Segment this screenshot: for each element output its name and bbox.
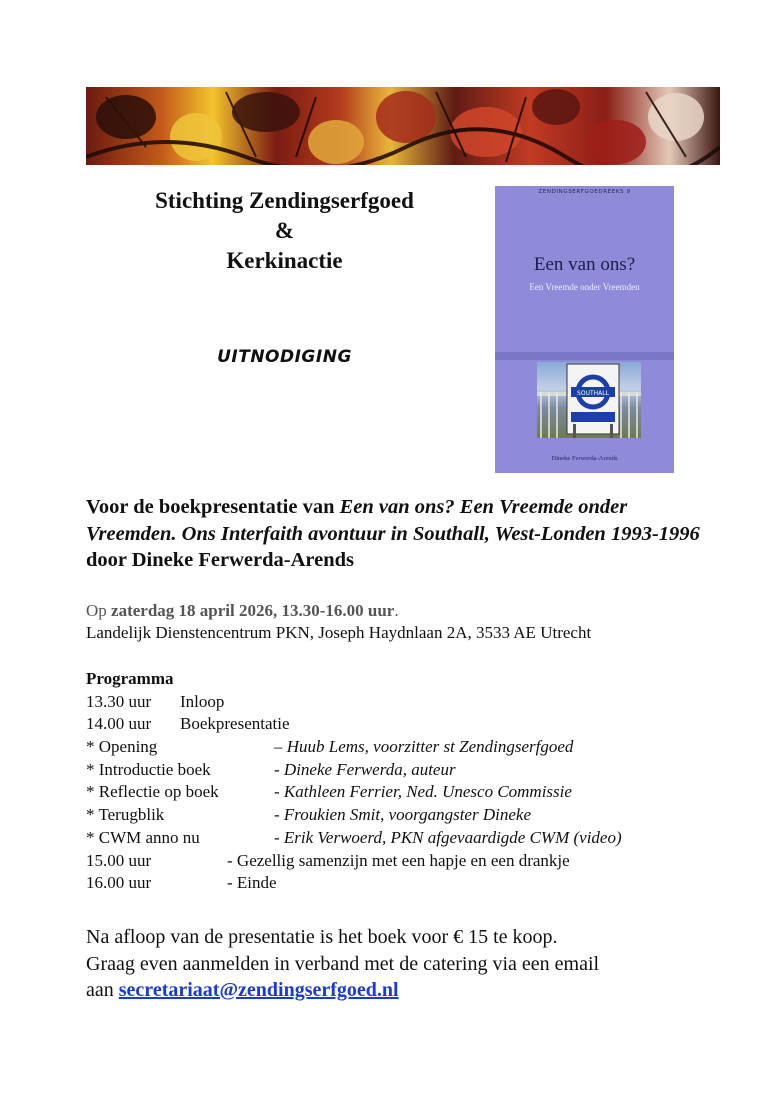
cover-photo — [537, 362, 641, 438]
presentation-heading — [86, 494, 716, 574]
subitem-speaker: - Dineke Ferwerda, auteur — [274, 759, 456, 779]
programme — [86, 668, 726, 895]
cover-author: Dineke Ferwerda-Arends — [551, 455, 618, 462]
footer-email-line — [86, 977, 726, 1004]
event-location: Landelijk Dienstencentrum PKN, Joseph Haydnlaan 2A, 3533 AE Utrecht — [86, 623, 592, 642]
date-text: zaterdag 18 april 2026, 13.30-16.00 uur — [111, 601, 395, 620]
org-ampersand: & — [274, 218, 295, 243]
invitation-label: UITNODIGING — [217, 347, 352, 367]
southall-sign-photo — [537, 362, 641, 438]
programme-time: 16.00 uur — [86, 873, 152, 893]
subitem-name: * CWM anno nu — [86, 827, 200, 847]
footer-register: Graag even aanmelden in verband met de catering via een email — [86, 952, 600, 975]
date-prefix: Op — [86, 601, 112, 620]
subitem-speaker: - Froukien Smit, voorgangster Dineke — [274, 805, 531, 825]
header-banner-image — [86, 87, 720, 165]
programme-row — [86, 691, 726, 714]
programme-title: Programma — [86, 669, 174, 688]
book-cover-image — [495, 186, 674, 473]
cover-subtitle: Een Vreemde onder Vreemden — [529, 282, 640, 292]
banner-artwork — [86, 87, 720, 165]
programme-time: 15.00 uur — [86, 850, 152, 870]
cover-sign-text: SOUTHALL — [577, 390, 609, 397]
event-details — [86, 600, 726, 644]
email-link[interactable]: secretariaat@zendingserfgoed.nl — [118, 979, 399, 1001]
cover-title: Een van ons? — [533, 254, 636, 275]
subitem-speaker: – Huub Lems, voorzitter st Zendingserfgoed — [274, 737, 574, 757]
date-suffix: . — [394, 601, 399, 620]
cover-band — [495, 352, 674, 360]
programme-label: Boekpresentatie — [180, 714, 290, 734]
cover-series: ZENDINGSERFGOEDREEKS 9 — [538, 189, 631, 195]
programme-time: 13.30 uur — [86, 691, 152, 711]
footer-text — [86, 924, 726, 1004]
org-name-1: Stichting Zendingserfgoed — [155, 188, 414, 213]
programme-subitem — [86, 759, 726, 782]
subitem-name: * Introductie boek — [86, 759, 211, 779]
heading-prefix: Voor de boekpresentatie van — [86, 496, 340, 518]
subitem-name: * Terugblik — [86, 805, 165, 825]
book-title: Een van ons? Een Vreemde onder Vreemden. Ons Interfaith avontuur in Southall, West-Londen 1993-1996 — [86, 496, 700, 545]
subitem-speaker: - Erik Verwoerd, PKN afgevaardigde CWM (video) — [274, 827, 622, 847]
programme-label: - Gezellig samenzijn met een hapje en een drankje — [227, 850, 570, 870]
programme-row — [86, 850, 726, 873]
programme-subitem — [86, 827, 726, 850]
footer-email-prefix: aan — [86, 979, 119, 1001]
programme-row — [86, 713, 726, 736]
footer-price: Na afloop van de presentatie is het boek voor € 15 te koop. — [86, 926, 558, 948]
programme-subitem — [86, 804, 726, 827]
programme-subitem — [86, 736, 726, 759]
programme-row — [86, 872, 726, 895]
subitem-speaker: - Kathleen Ferrier, Ned. Unesco Commissie — [274, 782, 572, 802]
heading-suffix: door Dineke Ferwerda-Arends — [86, 549, 354, 571]
subitem-name: * Reflectie op boek — [86, 782, 219, 802]
event-date — [86, 600, 726, 622]
org-name-2: Kerkinactie — [226, 248, 343, 273]
subitem-name: * Opening — [86, 737, 158, 757]
programme-subitem — [86, 781, 726, 804]
programme-label: - Einde — [227, 873, 277, 893]
programme-label: Inloop — [180, 691, 225, 711]
programme-time: 14.00 uur — [86, 714, 152, 734]
cover-tagline — [495, 295, 674, 300]
